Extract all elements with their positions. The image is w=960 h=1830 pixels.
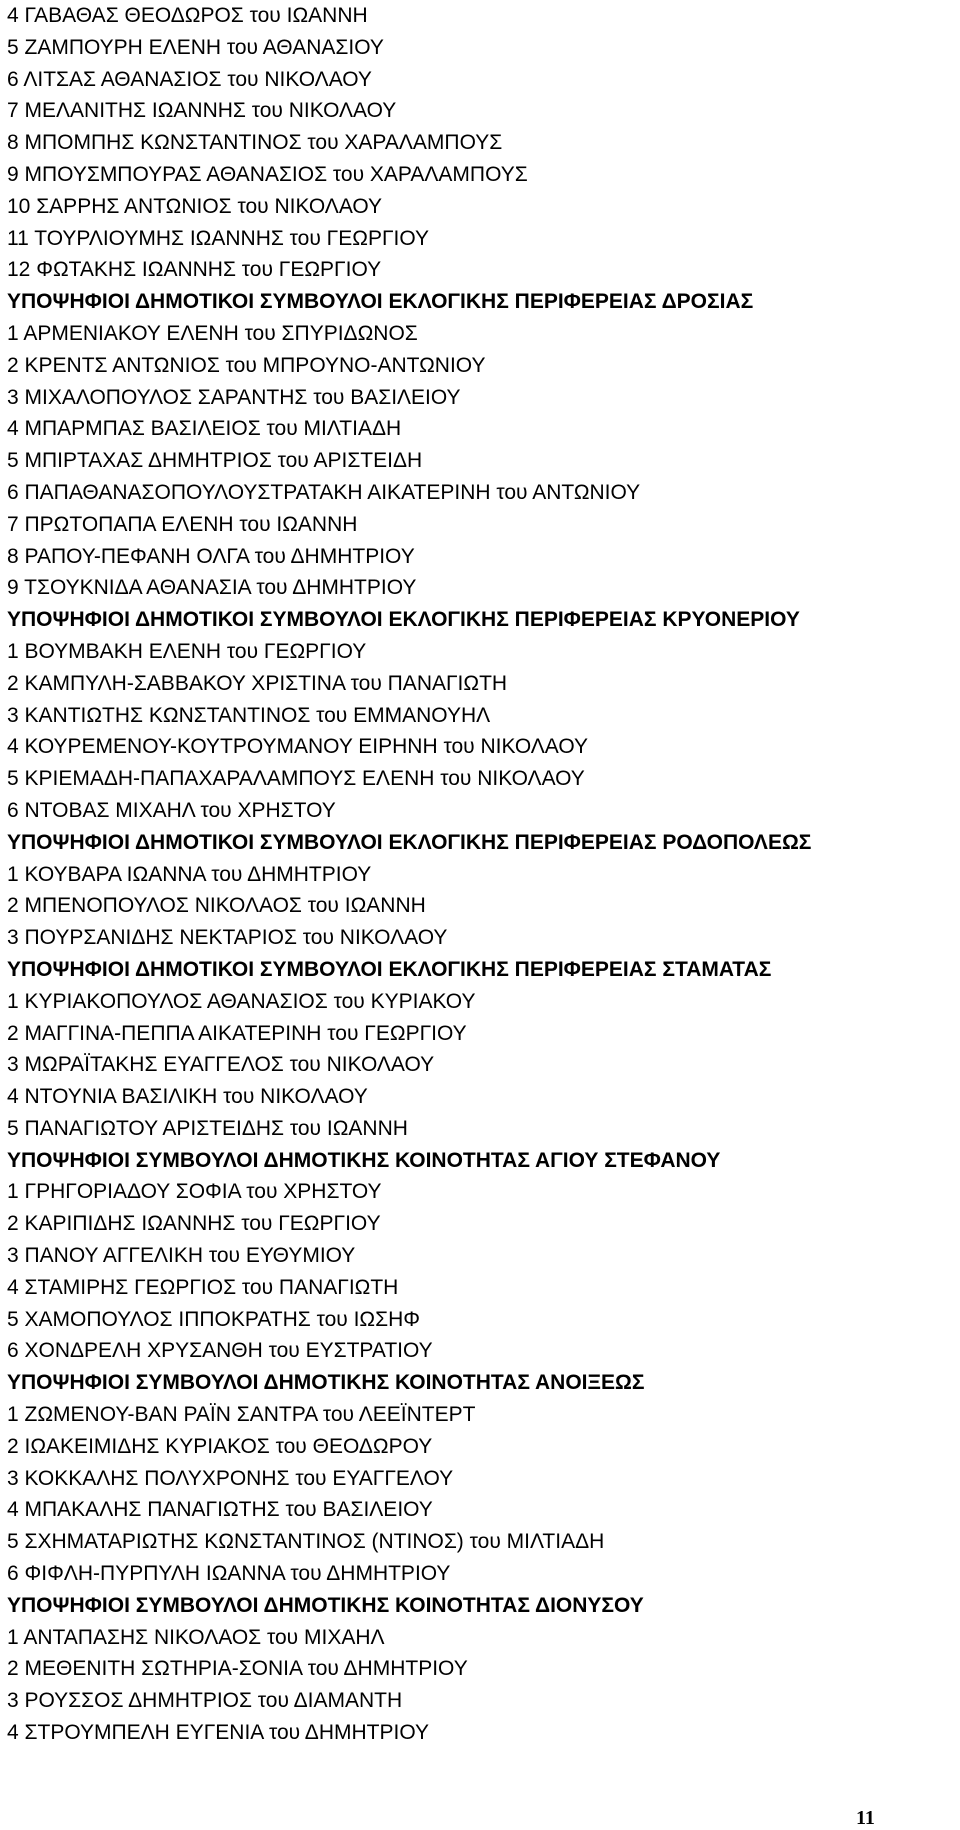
- candidate-entry: 3 ΡΟΥΣΣΟΣ ΔΗΜΗΤΡΙΟΣ του ΔΙΑΜΑΝΤΗ: [7, 1689, 403, 1713]
- candidate-entry: 6 ΠΑΠΑΘΑΝΑΣΟΠΟΥΛΟΥΣΤΡΑΤΑΚΗ ΑΙΚΑΤΕΡΙΝΗ του ΑΝΤΩΝΙΟΥ: [7, 480, 641, 504]
- candidate-entry: 10 ΣΑΡΡΗΣ ΑΝΤΩΝΙΟΣ του ΝΙΚΟΛΑΟΥ: [7, 194, 383, 218]
- candidate-list-document: [7, 0, 957, 1749]
- candidate-entry: 1 ΒΟΥΜΒΑΚΗ ΕΛΕΝΗ του ΓΕΩΡΓΙΟΥ: [7, 639, 367, 663]
- candidate-entry: 9 ΤΣΟΥΚΝΙΔΑ ΑΘΑΝΑΣΙΑ του ΔΗΜΗΤΡΙΟΥ: [7, 576, 417, 600]
- candidate-entry: 5 ΚΡΙΕΜΑΔΗ-ΠΑΠΑΧΑΡΑΛΑΜΠΟΥΣ ΕΛΕΝΗ του ΝΙΚΟΛΑΟΥ: [7, 767, 585, 791]
- candidate-entry: 4 ΣΤΡΟΥΜΠΕΛΗ ΕΥΓΕΝΙΑ του ΔΗΜΗΤΡΙΟΥ: [7, 1721, 429, 1745]
- candidate-entry: 4 ΓΑΒΑΘΑΣ ΘΕΟΔΩΡΟΣ του ΙΩΑΝΝΗ: [7, 4, 368, 27]
- candidate-entry: 1 ΚΥΡΙΑΚΟΠΟΥΛΟΣ ΑΘΑΝΑΣΙΟΣ του ΚΥΡΙΑΚΟΥ: [7, 989, 476, 1013]
- candidate-entry: 2 ΚΑΜΠΥΛΗ-ΣΑΒΒΑΚΟΥ ΧΡΙΣΤΙΝΑ του ΠΑΝΑΓΙΩΤΗ: [7, 671, 508, 695]
- candidate-entry: 8 ΡΑΠΟΥ-ΠΕΦΑΝΗ ΟΛΓΑ του ΔΗΜΗΤΡΙΟΥ: [7, 544, 415, 568]
- candidate-entry: 5 ΖΑΜΠΟΥΡΗ ΕΛΕΝΗ του ΑΘΑΝΑΣΙΟΥ: [7, 35, 384, 59]
- candidate-entry: 6 ΝΤΟΒΑΣ ΜΙΧΑΗΛ του ΧΡΗΣΤΟΥ: [7, 798, 336, 822]
- candidate-entry: 6 ΧΟΝΔΡΕΛΗ ΧΡΥΣΑΝΘΗ του ΕΥΣΤΡΑΤΙΟΥ: [7, 1339, 433, 1363]
- candidate-entry: 11 ΤΟΥΡΛΙΟΥΜΗΣ ΙΩΑΝΝΗΣ του ΓΕΩΡΓΙΟΥ: [7, 226, 430, 250]
- candidate-entry: 5 ΣΧΗΜΑΤΑΡΙΩΤΗΣ ΚΩΝΣΤΑΝΤΙΝΟΣ (ΝΤΙΝΟΣ) του ΜΙΛΤΙΑΔΗ: [7, 1530, 605, 1554]
- candidate-entry: 1 ΑΝΤΑΠΑΣΗΣ ΝΙΚΟΛΑΟΣ του ΜΙΧΑΗΛ: [7, 1625, 385, 1649]
- candidate-entry: 2 ΜΑΓΓΙΝΑ-ΠΕΠΠΑ ΑΙΚΑΤΕΡΙΝΗ του ΓΕΩΡΓΙΟΥ: [7, 1021, 467, 1045]
- candidate-entry: 5 ΜΠΙΡΤΑΧΑΣ ΔΗΜΗΤΡΙΟΣ του ΑΡΙΣΤΕΙΔΗ: [7, 449, 423, 473]
- candidate-entry: 1 ΚΟΥΒΑΡΑ ΙΩΑΝΝΑ του ΔΗΜΗΤΡΙΟΥ: [7, 862, 372, 886]
- candidate-entry: 4 ΚΟΥΡΕΜΕΝΟΥ-ΚΟΥΤΡΟΥΜΑΝΟΥ ΕΙΡΗΝΗ του ΝΙΚΟΛΑΟΥ: [7, 735, 589, 759]
- candidate-entry: 7 ΠΡΩΤΟΠΑΠΑ ΕΛΕΝΗ του ΙΩΑΝΝΗ: [7, 512, 358, 536]
- candidate-entry: 7 ΜΕΛΑΝΙΤΗΣ ΙΩΑΝΝΗΣ του ΝΙΚΟΛΑΟΥ: [7, 99, 397, 123]
- candidate-entry: 3 ΠΟΥΡΣΑΝΙΔΗΣ ΝΕΚΤΑΡΙΟΣ του ΝΙΚΟΛΑΟΥ: [7, 926, 448, 950]
- candidate-entry: 2 ΚΡΕΝΤΣ ΑΝΤΩΝΙΟΣ του ΜΠΡΟΥΝΟ-ΑΝΤΩΝΙΟΥ: [7, 353, 486, 377]
- candidate-entry: 9 ΜΠΟΥΣΜΠΟΥΡΑΣ ΑΘΑΝΑΣΙΟΣ του ΧΑΡΑΛΑΜΠΟΥΣ: [7, 162, 528, 186]
- candidate-entry: 8 ΜΠΟΜΠΗΣ ΚΩΝΣΤΑΝΤΙΝΟΣ του ΧΑΡΑΛΑΜΠΟΥΣ: [7, 131, 503, 155]
- candidate-entry: 12 ΦΩΤΑΚΗΣ ΙΩΑΝΝΗΣ του ΓΕΩΡΓΙΟΥ: [7, 258, 382, 282]
- candidate-entry: 2 ΚΑΡΙΠΙΔΗΣ ΙΩΑΝΝΗΣ του ΓΕΩΡΓΙΟΥ: [7, 1212, 381, 1236]
- section-heading: ΥΠΟΨΗΦΙΟΙ ΔΗΜΟΤΙΚΟΙ ΣΥΜΒΟΥΛΟΙ ΕΚΛΟΓΙΚΗΣ ΠΕΡΙΦΕΡΕΙΑΣ ΣΤΑΜΑΤΑΣ: [7, 957, 772, 981]
- candidate-entry: 3 ΜΙΧΑΛΟΠΟΥΛΟΣ ΣΑΡΑΝΤΗΣ του ΒΑΣΙΛΕΙΟΥ: [7, 385, 461, 409]
- candidate-entry: 1 ΑΡΜΕΝΙΑΚΟΥ ΕΛΕΝΗ του ΣΠΥΡΙΔΩΝΟΣ: [7, 321, 418, 345]
- candidate-entry: 3 ΚΟΚΚΑΛΗΣ ΠΟΛΥΧΡΟΝΗΣ του ΕΥΑΓΓΕΛΟΥ: [7, 1466, 454, 1490]
- section-heading: ΥΠΟΨΗΦΙΟΙ ΔΗΜΟΤΙΚΟΙ ΣΥΜΒΟΥΛΟΙ ΕΚΛΟΓΙΚΗΣ ΠΕΡΙΦΕΡΕΙΑΣ ΚΡΥΟΝΕΡΙΟΥ: [7, 608, 800, 632]
- candidate-entry: 3 ΠΑΝΟΥ ΑΓΓΕΛΙΚΗ του ΕΥΘΥΜΙΟΥ: [7, 1244, 356, 1268]
- candidate-entry: 4 ΜΠΑΡΜΠΑΣ ΒΑΣΙΛΕΙΟΣ του ΜΙΛΤΙΑΔΗ: [7, 417, 402, 441]
- section-heading: ΥΠΟΨΗΦΙΟΙ ΣΥΜΒΟΥΛΟΙ ΔΗΜΟΤΙΚΗΣ ΚΟΙΝΟΤΗΤΑΣ ΔΙΟΝΥΣΟΥ: [7, 1593, 644, 1617]
- section-heading: ΥΠΟΨΗΦΙΟΙ ΣΥΜΒΟΥΛΟΙ ΔΗΜΟΤΙΚΗΣ ΚΟΙΝΟΤΗΤΑΣ ΑΝΟΙΞΕΩΣ: [7, 1371, 645, 1395]
- candidate-entry: 3 ΚΑΝΤΙΩΤΗΣ ΚΩΝΣΤΑΝΤΙΝΟΣ του ΕΜΜΑΝΟΥΗΛ: [7, 703, 491, 727]
- candidate-entry: 5 ΠΑΝΑΓΙΩΤΟΥ ΑΡΙΣΤΕΙΔΗΣ του ΙΩΑΝΝΗ: [7, 1116, 408, 1140]
- section-heading: ΥΠΟΨΗΦΙΟΙ ΔΗΜΟΤΙΚΟΙ ΣΥΜΒΟΥΛΟΙ ΕΚΛΟΓΙΚΗΣ ΠΕΡΙΦΕΡΕΙΑΣ ΔΡΟΣΙΑΣ: [7, 290, 754, 314]
- candidate-entry: 6 ΦΙΦΛΗ-ΠΥΡΠΥΛΗ ΙΩΑΝΝΑ του ΔΗΜΗΤΡΙΟΥ: [7, 1562, 451, 1586]
- section-heading: ΥΠΟΨΗΦΙΟΙ ΔΗΜΟΤΙΚΟΙ ΣΥΜΒΟΥΛΟΙ ΕΚΛΟΓΙΚΗΣ ΠΕΡΙΦΕΡΕΙΑΣ ΡΟΔΟΠΟΛΕΩΣ: [7, 830, 812, 854]
- page-number: 11: [856, 1807, 875, 1829]
- candidate-entry: 4 ΜΠΑΚΑΛΗΣ ΠΑΝΑΓΙΩΤΗΣ του ΒΑΣΙΛΕΙΟΥ: [7, 1498, 433, 1522]
- candidate-entry: 2 ΜΠΕΝΟΠΟΥΛΟΣ ΝΙΚΟΛΑΟΣ του ΙΩΑΝΝΗ: [7, 894, 426, 918]
- candidate-entry: 4 ΝΤΟΥΝΙΑ ΒΑΣΙΛΙΚΗ του ΝΙΚΟΛΑΟΥ: [7, 1085, 368, 1109]
- candidate-entry: 3 ΜΩΡΑΪΤΑΚΗΣ ΕΥΑΓΓΕΛΟΣ του ΝΙΚΟΛΑΟΥ: [7, 1053, 435, 1077]
- section-heading: ΥΠΟΨΗΦΙΟΙ ΣΥΜΒΟΥΛΟΙ ΔΗΜΟΤΙΚΗΣ ΚΟΙΝΟΤΗΤΑΣ ΑΓΙΟΥ ΣΤΕΦΑΝΟΥ: [7, 1148, 721, 1172]
- candidate-entry: 6 ΛΙΤΣΑΣ ΑΘΑΝΑΣΙΟΣ του ΝΙΚΟΛΑΟΥ: [7, 67, 372, 91]
- candidate-entry: 5 ΧΑΜΟΠΟΥΛΟΣ ΙΠΠΟΚΡΑΤΗΣ του ΙΩΣΗΦ: [7, 1307, 421, 1331]
- candidate-entry: 2 ΜΕΘΕΝΙΤΗ ΣΩΤΗΡΙΑ-ΣΟΝΙΑ του ΔΗΜΗΤΡΙΟΥ: [7, 1657, 468, 1681]
- candidate-entry: 1 ΓΡΗΓΟΡΙΑΔΟΥ ΣΟΦΙΑ του ΧΡΗΣΤΟΥ: [7, 1180, 382, 1204]
- candidate-entry: 1 ΖΩΜΕΝΟΥ-ΒΑΝ ΡΑΪΝ ΣΑΝΤΡΑ του ΛΕΕΪΝΤΕΡΤ: [7, 1403, 476, 1427]
- candidate-entry: 4 ΣΤΑΜΙΡΗΣ ΓΕΩΡΓΙΟΣ του ΠΑΝΑΓΙΩΤΗ: [7, 1275, 399, 1299]
- candidate-entry: 2 ΙΩΑΚΕΙΜΙΔΗΣ ΚΥΡΙΑΚΟΣ του ΘΕΟΔΩΡΟΥ: [7, 1434, 433, 1458]
